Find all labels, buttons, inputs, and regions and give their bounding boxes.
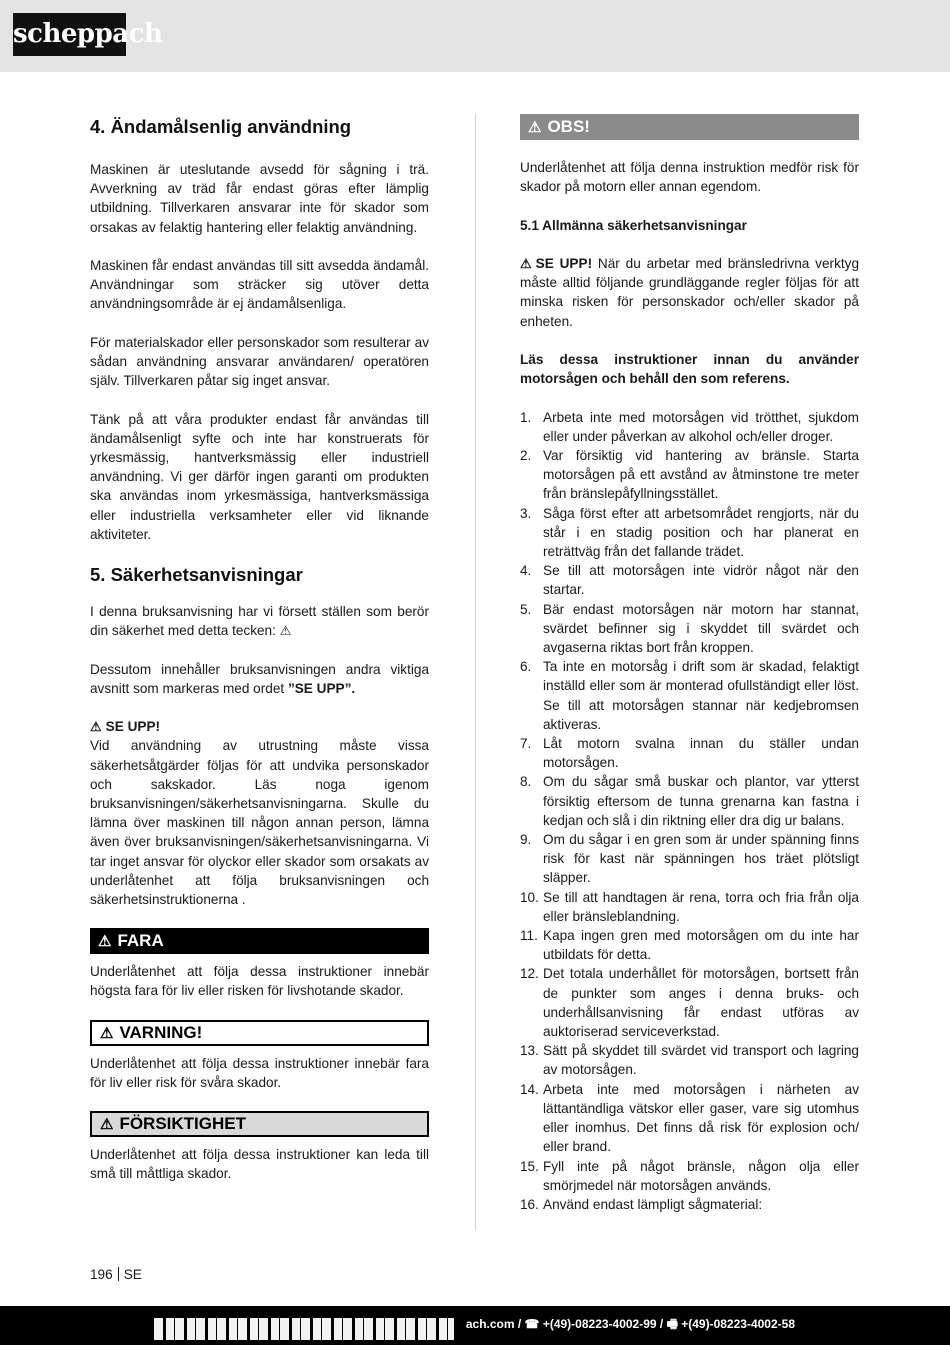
warning-triangle-icon: ⚠: [100, 1116, 114, 1134]
paragraph: Underlåtenhet att följa dessa instruktioner kan leda till små till måttliga skador.: [90, 1147, 429, 1182]
fara-label: FARA: [117, 931, 164, 951]
footer-bar: [0, 1306, 950, 1345]
list-item-text: Arbeta inte med motorsågen vid trötthet, sjukdom eller under påverkan av alkohol och/eller droger.: [543, 409, 859, 444]
list-item-text: Se till att motorsågen inte vidrör något när den startar.: [543, 563, 859, 598]
warning-triangle-icon: ⚠: [528, 119, 542, 136]
left-column: [90, 114, 429, 1183]
list-item-text: Såga först efter att arbetsområdet rengjorts, när du står i en stadig position och har planerat en reträttväg från det fallande trädet.: [543, 505, 859, 559]
list-item-text: Om du sågar i en gren som är under spänning finns risk för kast när spänningen hos träet plötsligt släpper.: [543, 832, 859, 886]
list-item-number: 10.: [520, 889, 539, 905]
list-item-number: 3.: [520, 505, 532, 521]
list-item-number: 7.: [520, 736, 532, 752]
list-item-text: Bär endast motorsågen när motorn har stannat, svärdet befinner sig i skyddet till svärdet och avgaserna riktas bort från kroppen.: [543, 601, 859, 656]
se-upp-inline: [520, 256, 592, 271]
list-item: [520, 772, 859, 830]
section-4-title: 4. Ändamålsenlig användning: [90, 116, 352, 137]
list-item: [520, 504, 859, 562]
paragraph: Vid användning av utrustning måste vissa säkerhetsåtgärder följas för att undvika personskador och sakskador. Läs noga igenom bruksanvisningen/säkerhetsanvisningarna. Skulle du lämna över maskinen till någon annan person, lämna även över bruksanvisningen/säkerhetsanvisningarna. Vi tar inget ansvar för olyckor eller skador som orsakats av underlåtenhet att följa bruksanvisningen och säkerhetsinstruktionerna .: [90, 738, 429, 908]
paragraph-text: Dessutom innehåller bruksanvisningen andra viktiga avsnitt som markeras med ordet: [90, 661, 429, 696]
obs-label: OBS!: [547, 117, 590, 136]
brand-logo: scheppach: [13, 13, 126, 56]
paragraph-text: När du arbetar med bränsledrivna verktyg måste alltid följande grundläggande regler följas för att minska risken för personskador och/eller skador på enheten.: [520, 255, 859, 329]
list-item-number: 15.: [520, 1158, 539, 1174]
list-item-text: Se till att handtagen är rena, torra och fria från olja eller bränsleblandning.: [543, 889, 859, 924]
list-item-text: Det totala underhållet för motorsågen, bortsett från de punkter som anges i denna bruks- och underhållsanvisning får endast utföras av auktoriserad serviceverkstad.: [543, 966, 859, 1040]
paragraph: För materialskador eller personskador som resulterar av sådan användning ansvarar användaren/ operatören själv. Tillverkaren påtar sig inget ansvar.: [90, 334, 429, 389]
list-item: [520, 1080, 859, 1157]
list-item: [520, 657, 859, 734]
list-item-text: Använd endast lämpligt sågmaterial:: [543, 1196, 763, 1212]
list-item-number: 14.: [520, 1081, 539, 1097]
redacted-contact-blocks: [154, 1318, 454, 1340]
list-item-text: Låt motorn svalna innan du ställer undan motorsågen.: [543, 736, 859, 771]
list-item: [520, 926, 859, 964]
list-item: [520, 561, 859, 599]
read-instructions-note: Läs dessa instruktioner innan du använder motorsågen och behåll den som referens.: [520, 351, 859, 387]
list-item: [520, 888, 859, 926]
list-item: [520, 408, 859, 446]
list-item-number: 12.: [520, 966, 539, 982]
forsiktighet-box: [90, 1111, 429, 1137]
list-item-number: 16.: [520, 1196, 539, 1212]
paragraph: [520, 254, 859, 331]
se-upp-label: SE UPP!: [105, 719, 161, 735]
list-item: [520, 446, 859, 504]
list-item-text: Ta inte en motorsåg i drift som är skadad, felaktigt inställd eller som är monterad ofullständigt eller löst. Se till att motorsågen stannar när kedjebromsen aktiveras.: [543, 659, 859, 732]
list-item-number: 1.: [520, 409, 532, 425]
se-upp-heading: [90, 717, 429, 736]
paragraph: Underlåtenhet att följa dessa instruktioner innebär fara för liv eller risk för svåra skador.: [90, 1055, 429, 1090]
list-item-number: 9.: [520, 832, 532, 848]
paragraph: Maskinen är uteslutande avsedd för sågning i trä. Avverkning av träd får endast göras efter lämplig utbildning. Tillverkaren ansvarar inte för skador som orsakas av felaktig hantering eller felaktig användning.: [90, 162, 429, 235]
list-item: [520, 734, 859, 772]
list-item: [520, 1041, 859, 1079]
right-column: [520, 114, 859, 1214]
list-item-number: 13.: [520, 1043, 539, 1059]
list-item-number: 2.: [520, 447, 532, 463]
fara-box: [90, 928, 429, 954]
column-divider: [475, 114, 476, 1230]
list-item: [520, 1157, 859, 1195]
page-number: [90, 1265, 142, 1284]
language-code: SE: [123, 1267, 142, 1282]
warning-triangle-icon: ⚠: [100, 1024, 114, 1042]
paragraph: Underlåtenhet att följa dessa instruktioner innebär högsta fara för liv eller risken för livshotande skador.: [90, 964, 429, 999]
list-item-text: Kapa ingen gren med motorsågen om du inte har utbildats för detta.: [543, 928, 859, 963]
obs-box: [520, 114, 859, 140]
se-upp-term: ”SE UPP”.: [287, 680, 356, 696]
footer-contact: ach.com / ☎ +(49)-08223-4002-99 / 🖷 +(49)-08223-4002-58: [465, 1317, 795, 1331]
header-bar: [0, 0, 950, 72]
list-item-number: 6.: [520, 659, 532, 675]
warning-triangle-icon: ⚠: [520, 255, 532, 271]
paragraph: [90, 660, 429, 698]
warning-triangle-icon: ⚠: [98, 933, 112, 951]
list-item-number: 8.: [520, 774, 532, 790]
paragraph-text: I denna bruksanvisning har vi försett ställen som berör din säkerhet med detta tecken:: [90, 604, 429, 639]
list-item-text: Fyll inte på något bränsle, någon olja eller smörjmedel när motorsågen används.: [543, 1158, 859, 1193]
list-item-text: Om du sågar små buskar och plantor, var ytterst försiktig eftersom de tunna grenarna kan fastna i kedjan och slå i din riktning eller dra dig ur balans.: [543, 774, 859, 828]
warning-triangle-icon: ⚠: [279, 623, 292, 639]
list-item-text: Sätt på skyddet till svärdet vid transport och lagring av motorsågen.: [543, 1043, 859, 1078]
section-5-1-title: 5.1 Allmänna säkerhetsanvisningar: [520, 217, 747, 233]
list-item-number: 4.: [520, 563, 532, 579]
warning-triangle-icon: ⚠: [90, 719, 102, 735]
varning-box: [90, 1020, 429, 1046]
paragraph: [90, 602, 429, 640]
se-upp-label: SE UPP!: [535, 255, 593, 271]
page-number-value: 196: [90, 1267, 113, 1282]
paragraph: Underlåtenhet att följa denna instruktion medför risk för skador på motorn eller annan egendom.: [520, 160, 859, 195]
list-item: [520, 1195, 859, 1214]
list-item-text: Var försiktig vid hantering av bränsle. Starta motorsågen på ett avstånd av åtminstone tre meter från bränslepåfyllningsstället.: [543, 447, 859, 502]
paragraph: Maskinen får endast användas till sitt avsedda ändamål. Användningar som sträcker sig utöver detta användningsområde är ej ändamålsenliga.: [90, 258, 429, 312]
paragraph: Tänk på att våra produkter endast får användas till ändamålsenligt syfte och inte har konstruerats för yrkesmässig, hantverksmässig eller industriell användning. Vi ger därför ingen garanti om produkten ska användas inom yrkesmässiga, hantverksmässiga eller industriella verksamheter eller vid liknande aktiviteter.: [90, 411, 429, 542]
page-separator: [118, 1267, 119, 1281]
list-item-text: Arbeta inte med motorsågen i närheten av lättantändliga vätskor eller gaser, vare sig utomhus eller inomhus. Det finns då risk för explosion och/ eller brand.: [543, 1081, 859, 1155]
list-item: [520, 600, 859, 658]
list-item-number: 5.: [520, 601, 532, 617]
forsiktighet-label: FÖRSIKTIGHET: [119, 1114, 247, 1134]
list-item-number: 11.: [520, 928, 538, 944]
section-5-title: 5. Säkerhetsanvisningar: [90, 564, 303, 586]
list-item: [520, 964, 859, 1041]
varning-label: VARNING!: [119, 1022, 203, 1042]
list-item: [520, 830, 859, 888]
safety-instructions-list: [520, 408, 859, 1215]
